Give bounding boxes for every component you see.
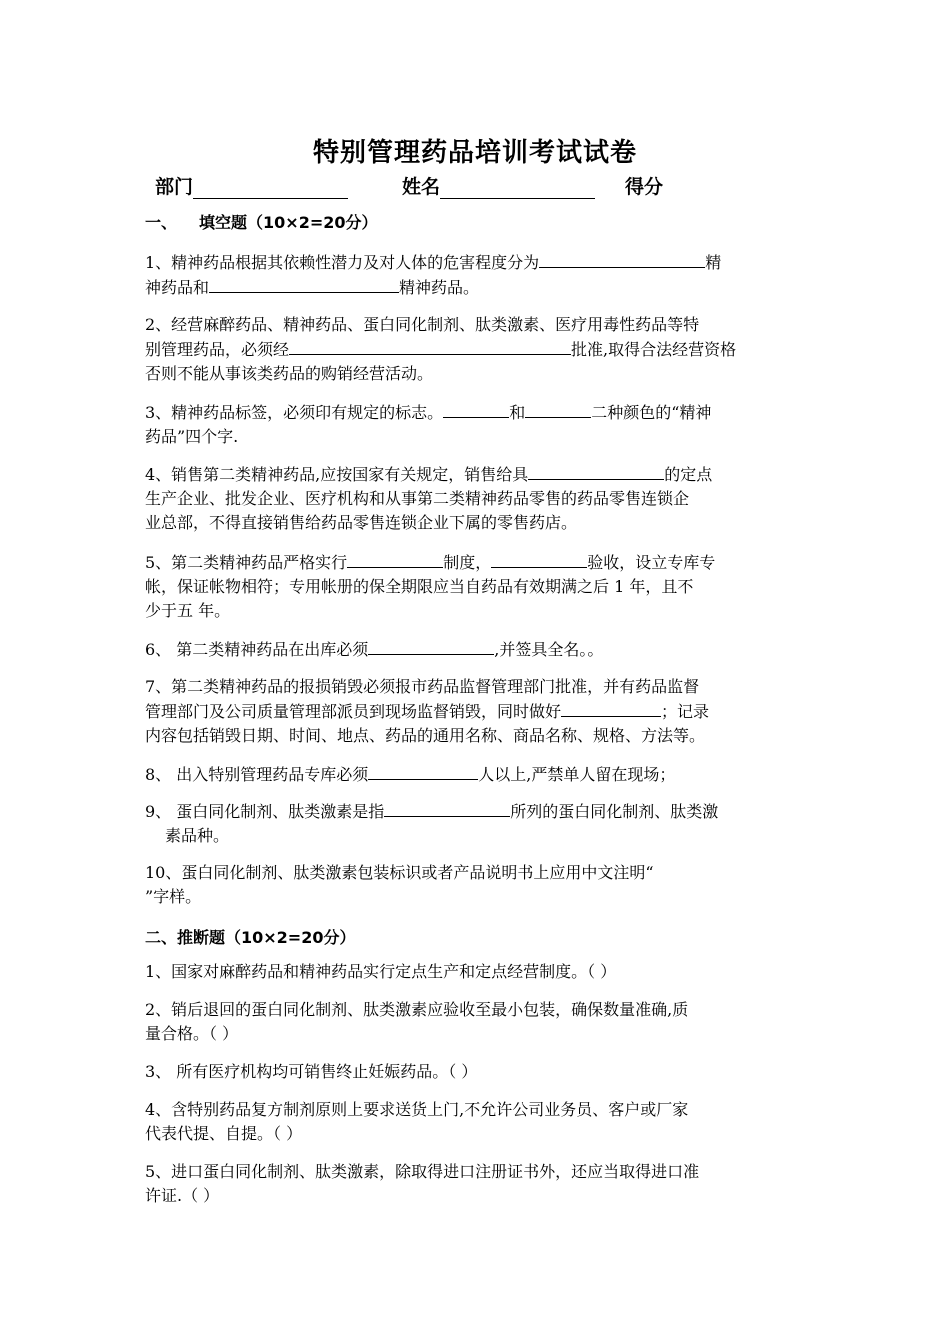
answer-blank[interactable] xyxy=(289,337,571,355)
answer-blank[interactable] xyxy=(384,799,510,817)
question-1-1: 1、精神药品根据其依赖性潜力及对人体的危害程度分为 精 神药品和 精神药品。 xyxy=(145,250,815,300)
question-2-2: 2、销后退回的蛋白同化制剂、肽类激素应验收至最小包装，确保数量准确,质 量合格。（ ） xyxy=(145,1000,689,1043)
question-2-1: 1、国家对麻醉药品和精神药品实行定点生产和定点经营制度。（ ） xyxy=(145,962,617,981)
section-title: 填空题（10×2=20分） xyxy=(199,213,378,232)
answer-blank[interactable] xyxy=(443,400,509,418)
answer-blank[interactable] xyxy=(525,400,591,418)
page-title: 特别管理药品培训考试试卷 xyxy=(312,138,637,168)
question-1-5: 5、第二类精神药品严格实行 制度， 验收，设立专库专 帐，保证帐物相符；专用帐册的保全期限应当自药品有效期满之后 1 年，且不 少于五 年。 xyxy=(145,550,815,623)
question-1-3: 3、精神药品标签，必须印有规定的标志。 和 二种颜色的“精神 药品”四个字. xyxy=(145,400,815,449)
question-1-7: 7、第二类精神药品的报损销毁必须报市药品监督管理部门批准，并有药品监督 管理部门及公司质量管理部派员到现场监督销毁，同时做好 ；记录 内容包括销毁日期、时间、地点、药品的通用名称、商品名称、规格、方法等。 xyxy=(145,677,710,745)
question-1-6: 6、 第二类精神药品在出库必须 ,并签具全名。。 xyxy=(145,637,815,662)
name-blank[interactable] xyxy=(440,176,595,199)
score-field xyxy=(625,172,663,199)
answer-blank[interactable] xyxy=(539,250,705,268)
question-2-4: 4、含特别药品复方制剂原则上要求送货上门,不允许公司业务员、客户或厂家 代表代提、自提。（ ） xyxy=(145,1100,689,1143)
answer-blank[interactable] xyxy=(528,462,664,480)
section-judgement-heading: 二、推断题（10×2=20分） xyxy=(145,928,356,947)
question-1-8: 8、 出入特别管理药品专库必须 人以上,严禁单人留在现场； xyxy=(145,762,815,787)
question-1-9: 9、 蛋白同化制剂、肽类激素是指 所列的蛋白同化制剂、肽类激 素品种。 xyxy=(145,799,815,848)
question-2-5: 5、进口蛋白同化制剂、肽类激素，除取得进口注册证书外，还应当取得进口准 许证.（ ） xyxy=(145,1162,700,1205)
dept-label: 部门 xyxy=(155,176,194,198)
answer-blank[interactable] xyxy=(209,275,399,293)
question-1-10: 10、蛋白同化制剂、肽类激素包装标识或者产品说明书上应用中文注明“ ”字样。 xyxy=(145,863,654,906)
dept-blank[interactable] xyxy=(193,176,348,199)
score-label: 得分 xyxy=(625,176,664,198)
name-field[interactable] xyxy=(402,172,595,199)
answer-blank[interactable] xyxy=(491,550,587,568)
answer-blank[interactable] xyxy=(368,762,478,780)
question-1-2: 2、经营麻醉药品、精神药品、蛋白同化制剂、肽类激素、医疗用毒性药品等特 别管理药品，必须经 批准,取得合法经营资格 否则不能从事该类药品的购销经营活动。 xyxy=(145,315,737,383)
name-label: 姓名 xyxy=(402,176,441,198)
answer-blank[interactable] xyxy=(368,637,494,655)
question-2-3: 3、 所有医疗机构均可销售终止妊娠药品。（ ） xyxy=(145,1062,478,1081)
answer-blank[interactable] xyxy=(347,550,443,568)
dept-field[interactable] xyxy=(155,172,348,199)
answer-blank[interactable] xyxy=(561,699,661,717)
section-number: 一、 xyxy=(145,213,178,232)
section-fill-in-heading xyxy=(145,210,378,233)
question-1-4: 4、销售第二类精神药品,应按国家有关规定，销售给具 的定点 生产企业、批发企业、医疗机构和从事第二类精神药品零售的药品零售连锁企 业总部，不得直接销售给药品零售连锁企业下属的零售药店。 xyxy=(145,462,815,535)
header-fields xyxy=(155,172,855,204)
